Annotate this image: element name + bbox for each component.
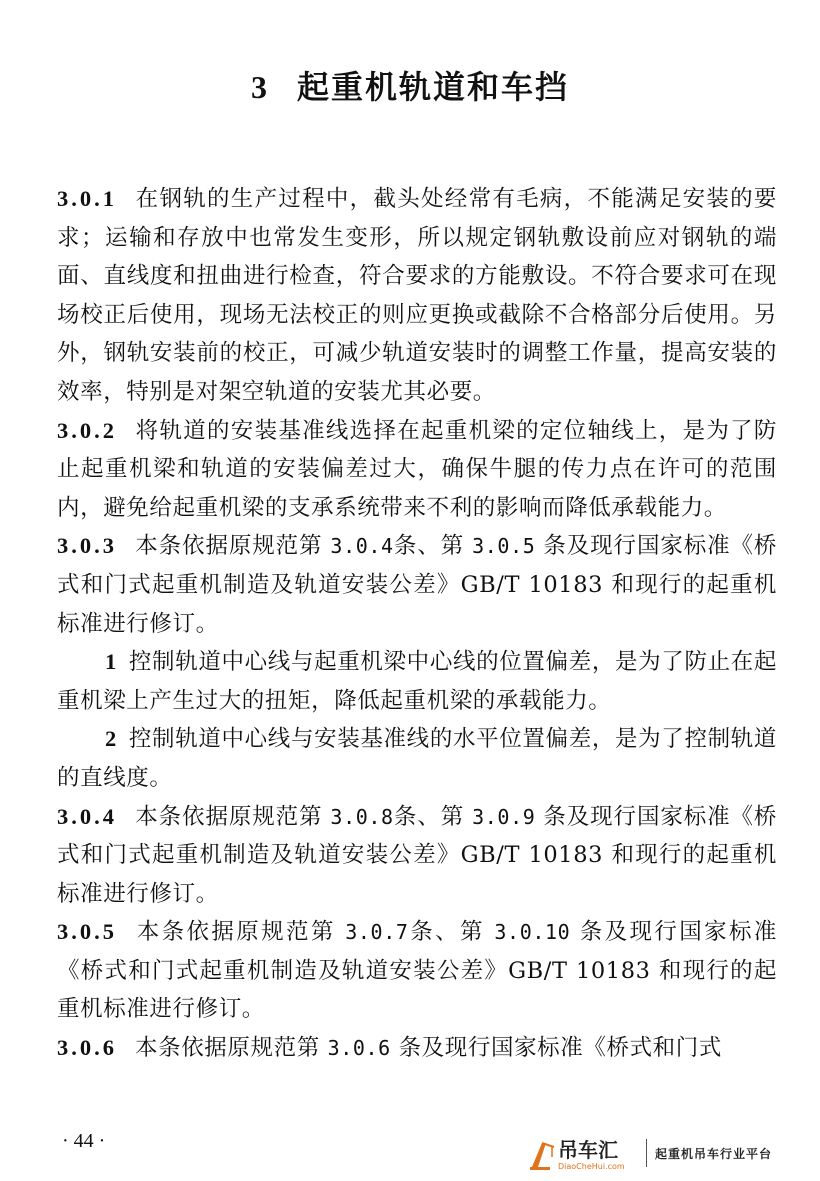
watermark-slogan: 起重机吊车行业平台 <box>655 1146 773 1161</box>
clause-reference: 3.0.6 <box>327 1036 391 1061</box>
clause-text: 将轨道的安装基准线选择在起重机梁的定位轴线上，是为了防止起重机梁和轨道的安装偏差过大，确保牛腿的传力点在许可的范围内，避免给起重机梁的支承系统带来不利的影响而降低承载能力。 <box>57 417 777 521</box>
clause-3-0-3 <box>57 527 777 643</box>
clause-text: 条、第 <box>393 533 465 560</box>
clause-reference: 3.0.7 <box>345 920 409 945</box>
clause-text: 条、第 <box>408 919 485 946</box>
clause-number: 3.0.4 <box>57 803 117 829</box>
chapter-title <box>0 62 820 108</box>
clause-text: 在钢轨的生产过程中，截头处经常有毛病，不能满足安装的要求；运输和存放中也常发生变形，所以规定钢轨敷设前应对钢轨的端面、直线度和扭曲进行检查，符合要求的方能敷设。不符合要求可在现场校正后使用，现场无法校正的则应更换或截除不合格部分后使用。另外，钢轨安装前的校正，可减少轨道安装时的调整工作量，提高安装的效率，特别是对架空轨道的安装尤其必要。 <box>57 186 777 405</box>
clause-reference: 3.0.4 <box>330 534 394 559</box>
clause-3-0-1 <box>57 180 777 412</box>
clause-text: 条、第 <box>393 803 465 830</box>
item-text: 控制轨道中心线与起重机梁中心线的位置偏差，是为了防止在起重机梁上产生过大的扭矩，降低起重机梁的承载能力。 <box>57 649 777 714</box>
clause-reference: 3.0.8 <box>330 804 394 829</box>
item-number: 1 <box>105 649 117 675</box>
item-text: 控制轨道中心线与安装基准线的水平位置偏差，是为了控制轨道的直线度。 <box>57 726 777 791</box>
clause-number: 3.0.2 <box>57 417 117 443</box>
clause-text: 条及现行国家标准《桥式和门式起重机制造及轨道安装公差》GB/T 10183 和现行的起重机标准进行修订。 <box>57 803 777 907</box>
clause-3-0-5 <box>57 913 777 1029</box>
watermark-divider <box>646 1139 647 1167</box>
clause-text: 本条依据原规范第 <box>135 919 336 946</box>
brand-logo <box>528 1133 638 1173</box>
clause-text: 本条依据原规范第 <box>135 1035 320 1062</box>
clause-reference: 3.0.5 <box>472 534 536 559</box>
clause-text: 本条依据原规范第 <box>135 803 323 830</box>
clause-3-0-4 <box>57 798 777 914</box>
page-number: · 44 · <box>62 1130 106 1152</box>
watermark-url: DiaoCheHui.com <box>558 1162 625 1171</box>
clause-3-0-3-item-1 <box>57 643 777 720</box>
clause-number: 3.0.1 <box>57 186 117 211</box>
watermark-brand: 吊车汇 <box>558 1138 618 1162</box>
watermark <box>528 1133 788 1173</box>
clause-reference: 3.0.10 <box>494 920 571 945</box>
clause-number: 3.0.6 <box>57 1035 117 1061</box>
clause-text: 条及现行国家标准《桥式和门式 <box>398 1035 722 1062</box>
body-text <box>57 180 777 1068</box>
item-number: 2 <box>105 726 117 752</box>
chapter-title-text: 起重机轨道和车挡 <box>296 68 569 106</box>
clause-number: 3.0.5 <box>57 919 117 945</box>
clause-text: 本条依据原规范第 <box>135 533 323 560</box>
chapter-number: 3 <box>250 69 269 105</box>
clause-number: 3.0.3 <box>57 533 117 559</box>
clause-text: 条及现行国家标准《桥式和门式起重机制造及轨道安装公差》GB/T 10183 和现行的起重机标准进行修订。 <box>57 533 777 637</box>
clause-3-0-6 <box>57 1029 777 1068</box>
clause-3-0-3-item-2 <box>57 720 777 797</box>
clause-reference: 3.0.9 <box>472 804 536 829</box>
clause-3-0-2 <box>57 412 777 528</box>
crane-logo-icon <box>528 1133 638 1173</box>
clause-text: 条及现行国家标准《桥式和门式起重机制造及轨道安装公差》GB/T 10183 和现行的起重机标准进行修订。 <box>57 919 777 1023</box>
